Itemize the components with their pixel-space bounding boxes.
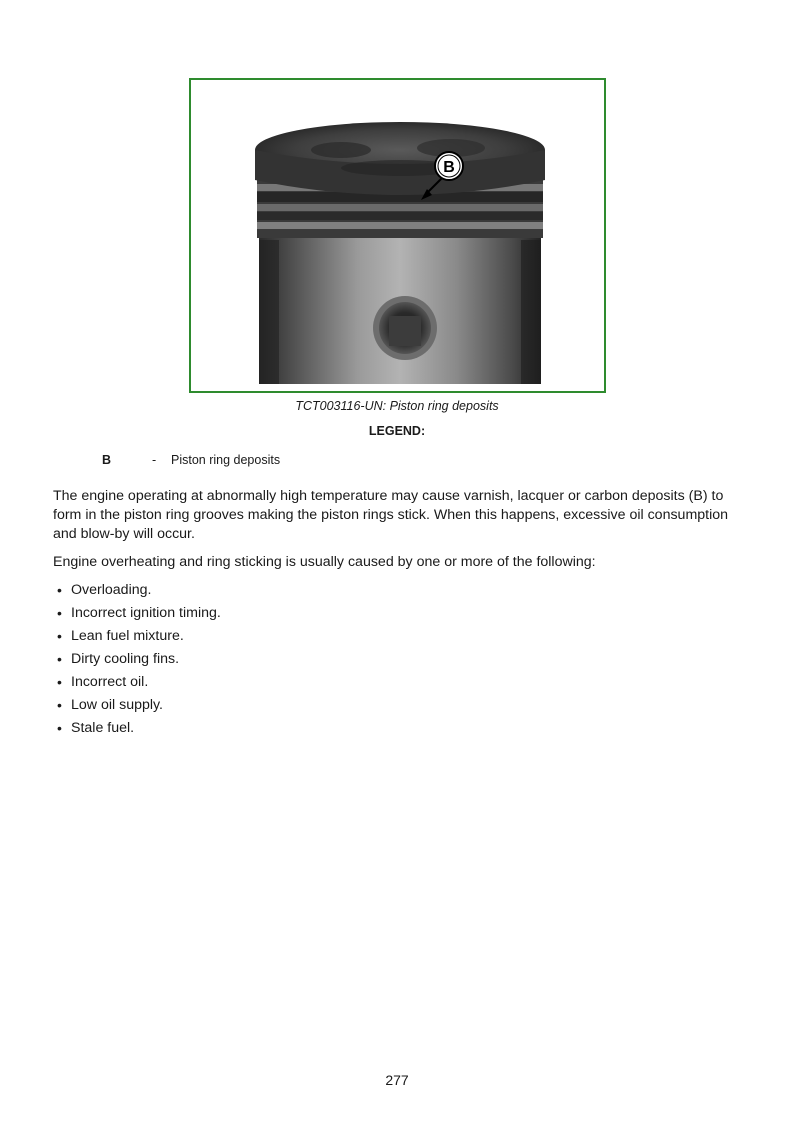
- list-item-text: Incorrect oil.: [71, 674, 149, 690]
- list-item-text: Stale fuel.: [71, 720, 135, 736]
- callout-label: B: [443, 159, 455, 176]
- list-item-text: Dirty cooling fins.: [71, 651, 180, 667]
- list-item-text: Low oil supply.: [71, 697, 164, 713]
- figure-caption: TCT003116-UN: Piston ring deposits: [295, 399, 499, 413]
- bullet-icon: •: [57, 582, 62, 598]
- list-item: [53, 581, 221, 604]
- list-item: [53, 719, 221, 742]
- list-item: [53, 650, 221, 673]
- piston-illustration: [191, 80, 604, 391]
- list-item: [53, 696, 221, 719]
- legend-separator: -: [152, 453, 157, 467]
- bullet-icon: •: [57, 697, 62, 713]
- causes-list: [53, 581, 221, 742]
- list-item-text: Incorrect ignition timing.: [71, 605, 221, 621]
- bullet-icon: •: [57, 605, 62, 621]
- page-number: 277: [385, 1072, 409, 1088]
- figure-frame: [189, 78, 606, 393]
- paragraph-deposits: The engine operating at abnormally high temperature may cause varnish, lacquer or carbon deposits (B) to form in the piston ring grooves making the piston rings stick. When this happens, excessive oil consumption and blow-by will occur.: [53, 488, 729, 542]
- legend-title: LEGEND:: [368, 424, 426, 438]
- bullet-icon: •: [57, 628, 62, 644]
- list-item: [53, 627, 221, 650]
- list-item-text: Overloading.: [71, 582, 152, 598]
- bullet-icon: •: [57, 720, 62, 736]
- legend-key: B: [102, 453, 112, 467]
- legend-row: [0, 453, 794, 471]
- list-item: [53, 673, 221, 696]
- legend-description: Piston ring deposits: [171, 453, 281, 467]
- list-item: [53, 604, 221, 627]
- list-item-text: Lean fuel mixture.: [71, 628, 184, 644]
- bullet-icon: •: [57, 674, 62, 690]
- bullet-icon: •: [57, 651, 62, 667]
- paragraph-causes-intro: Engine overheating and ring sticking is usually caused by one or more of the following:: [53, 554, 596, 570]
